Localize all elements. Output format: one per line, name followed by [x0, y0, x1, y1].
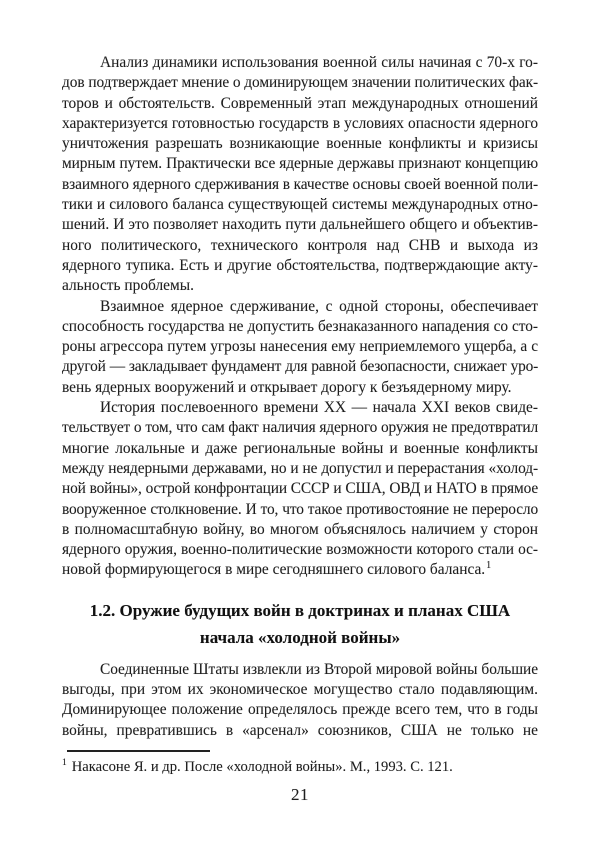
- text-line: ной войны», острой конфронтации СССР и США, ОВД и НАТО в прямое: [62, 480, 538, 498]
- text-line: альность проблемы.: [62, 277, 194, 295]
- text-line: вень ядерных вооружений и открывает дорогу к безъядерному миру.: [62, 378, 512, 396]
- para-military-force-analysis: [62, 53, 538, 297]
- section-heading-1-2: [62, 597, 538, 651]
- footnote-reference: 1: [486, 560, 492, 572]
- text-line: уничтожения разрешать возникающие военные конфликты и кризисы: [62, 135, 538, 153]
- footnote-separator: [67, 750, 210, 752]
- para-postwar-history: [62, 398, 538, 581]
- text-line: выгоды, при этом их экономическое могущество стало подавляющим.: [62, 681, 538, 699]
- text-line: роны агрессора путем угрозы нанесения ему неприемлемого ущерба, а с: [62, 338, 538, 356]
- footnote-text: Накасоне Я. и др. После «холодной войны». М., 1993. С. 121.: [71, 759, 453, 775]
- text-line: взаимного ядерного сдерживания в качестве основы своей военной поли-: [62, 175, 538, 193]
- text-line: торов и обстоятельств. Современный этап международных отношений: [62, 94, 538, 112]
- text-line: ного политического, технического контроля над СНВ и выхода из: [62, 236, 538, 254]
- text-line: Соединенные Штаты извлекли из Второй мировой войны большие: [100, 660, 538, 678]
- text-line: История послевоенного времени XX — начала XXI веков свиде-: [100, 399, 538, 417]
- text-line: дов подтверждает мнение о доминирующем значении политических фак-: [62, 74, 538, 92]
- text-line: ядерного оружия, военно-политические возможности которого стали ос-: [62, 541, 538, 559]
- text-line: мирным путем. Практически все ядерные державы признают концепцию: [62, 155, 538, 173]
- heading-line: начала «холодной войны»: [199, 627, 401, 647]
- text-line: другой — закладывает фундамент для равной безопасности, снижает уро-: [62, 358, 538, 376]
- text-line: Доминирующее положение определялось прежде всего тем, что в годы: [62, 701, 538, 719]
- text-line: способность государства не допустить безнаказанного нападения со сто-: [62, 317, 538, 335]
- text-line: новой формирующегося в мире сегодняшнего силового баланса.$^1$: [62, 560, 492, 579]
- page-number: 21: [291, 785, 309, 804]
- text-line: Взаимное ядерное сдерживание, с одной стороны, обеспечивает: [100, 297, 538, 315]
- para-usa-ww2-gains: [62, 660, 538, 741]
- text-line: войны, превратившись в «арсенал» союзников, США не только не: [62, 721, 538, 739]
- footnote-marker: 1: [62, 758, 67, 769]
- text-line: многие локальные и даже региональные войны и военные конфликты: [62, 439, 538, 457]
- text-line: тельствует о том, что сам факт наличия ядерного оружия не предотвратил: [62, 419, 538, 437]
- para-mutual-deterrence: [62, 297, 538, 398]
- text-line: между неядерными державами, но и не допустил и перерастания «холод-: [62, 459, 538, 477]
- text-line: тики и силового баланса существующей системы международных отно-: [62, 196, 538, 214]
- text-line: вооруженное столкновение. И то, что такое противостояние не переросло: [62, 500, 538, 518]
- text-line: ядерного тупика. Есть и другие обстоятельства, подтверждающие акту-: [62, 256, 538, 274]
- text-line: шений. И это позволяет находить пути дальнейшего общего и объектив-: [62, 216, 538, 234]
- heading-line: 1.2. Оружие будущих войн в доктринах и планах США: [89, 600, 511, 620]
- footnote-area: [62, 750, 538, 777]
- page-body: [62, 53, 538, 741]
- text-line: характеризуется готовностью государств в условиях опасности ядерного: [62, 114, 538, 132]
- footnote: [62, 758, 538, 777]
- text-line: в полномасштабную войну, во многом объяснялось наличием у сторон: [62, 520, 538, 538]
- text-line: Анализ динамики использования военной силы начиная с 70-х го-: [100, 54, 538, 71]
